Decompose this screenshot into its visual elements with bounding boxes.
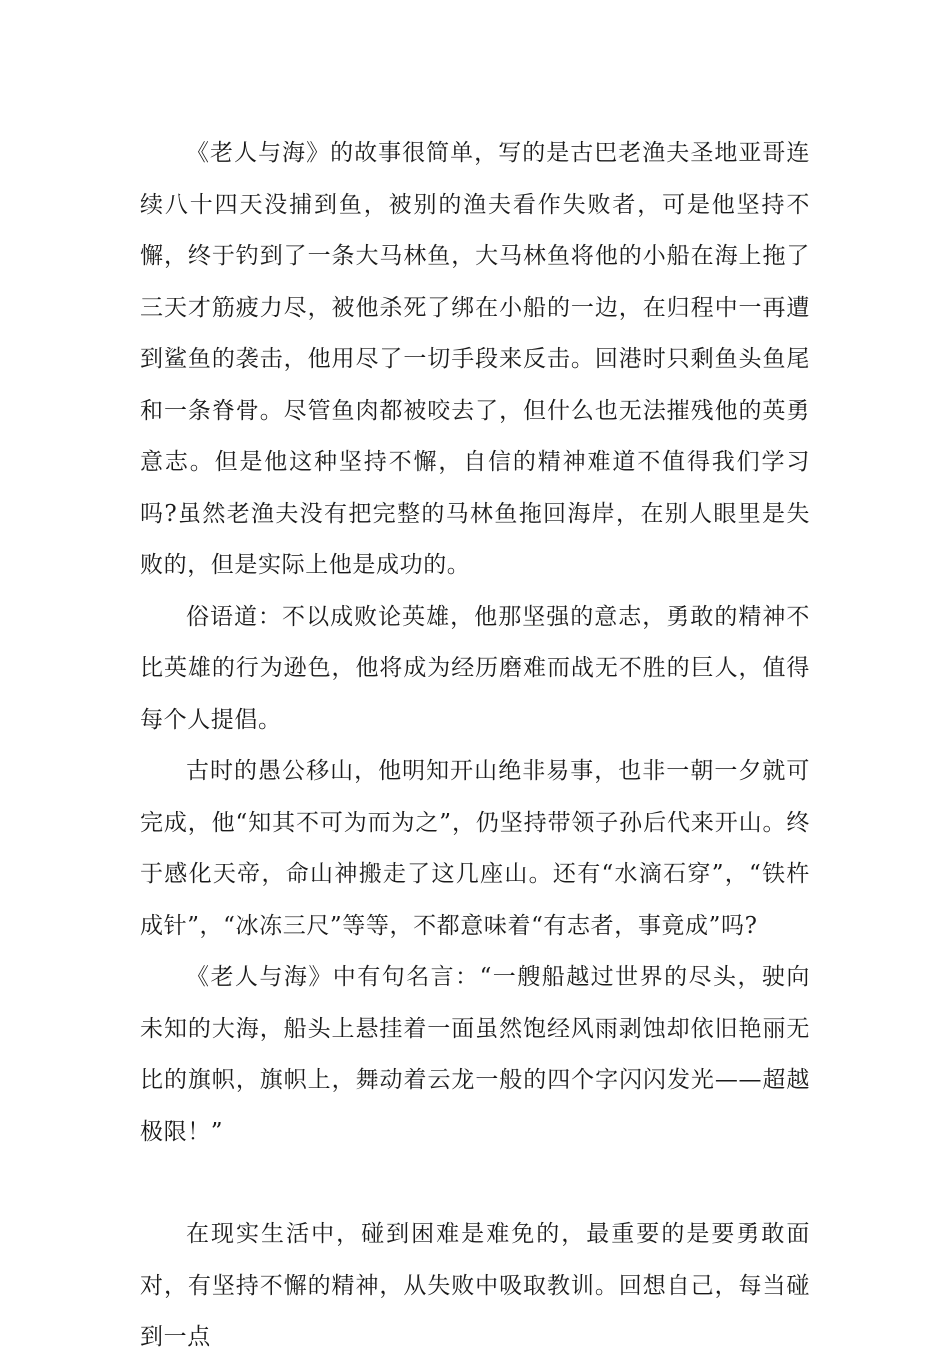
paragraph-yugong: 古时的愚公移山，他明知开山绝非易事，也非一朝一夕就可完成，他“知其不可为而为之”，仍坚持带领子孙后代来开山。终于感化天帝，命山神搬走了这几座山。还有“水滴石穿”，“铁杵成针”，“冰冻三尺”等等，不都意味着“有志者，事竟成”吗? [140, 758, 810, 939]
paragraph-old-man-and-sea: 《老人与海》的故事很简单，写的是古巴老渔夫圣地亚哥连续八十四天没捕到鱼，被别的渔夫看作失败者，可是他坚持不懈，终于钓到了一条大马林鱼，大马林鱼将他的小船在海上拖了三天才筋疲力尽，被他杀死了绑在小船的一边，在归程中一再遭到鲨鱼的袭击，他用尽了一切手段来反击。回港时只剩鱼头鱼尾和一条脊骨。尽管鱼肉都被咬去了，但什么也无法摧残他的英勇意志。但是他这种坚持不懈，自信的精神难道不值得我们学习吗?虽然老渔夫没有把完整的马林鱼拖回海岸，在别人眼里是失败的，但是实际上他是成功的。 [140, 140, 810, 578]
paragraph-real-life: 在现实生活中，碰到困难是难免的，最重要的是要勇敢面对，有坚持不懈的精神，从失败中吸取教训。回想自己，每当碰到一点 [140, 1221, 810, 1350]
paragraph-famous-quote: 《老人与海》中有句名言：“一艘船越过世界的尽头，驶向未知的大海，船头上悬挂着一面虽然饱经风雨剥蚀却依旧艳丽无比的旗帜，旗帜上，舞动着云龙一般的四个字闪闪发光——超越极限！” [140, 964, 810, 1145]
paragraph-proverb: 俗语道：不以成败论英雄，他那坚强的意志，勇敢的精神不比英雄的行为逊色，他将成为经历磨难而战无不胜的巨人，值得每个人提倡。 [140, 603, 810, 733]
article-body [140, 128, 810, 1364]
